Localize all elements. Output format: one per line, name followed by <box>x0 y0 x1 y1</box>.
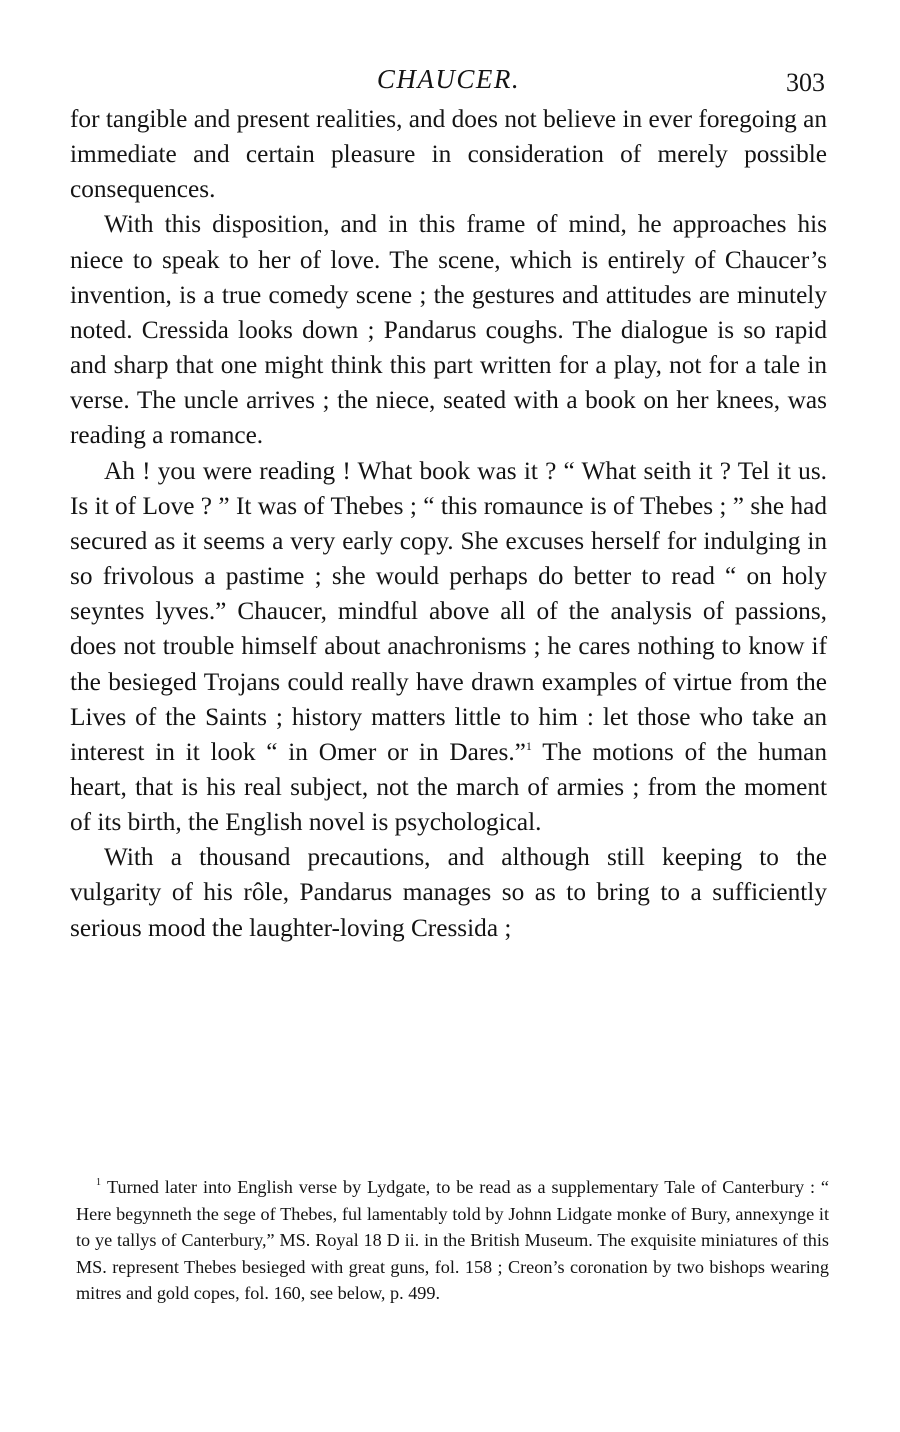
footnote-reference: 1 <box>525 738 532 753</box>
paragraph-continued: for tangible and present realities, and does not believe in ever foregoing an immediate and certain pleasure in consideration of merely possible consequences. <box>70 105 827 204</box>
footnote-text: Turned later into English verse by Lydgate, to be read as a supplementary Tale of Canterbury : “ Here begynneth the sege of Thebes, ful lamentably told by Johnn Lidgate monke of Bury, annexynge it to ye tallys of Canterbury,” MS. Royal 18 D ii. in the British Museum. The exquisite miniatures of this MS. represent Thebes besieged with great guns, fol. 158 ; Creon’s coronation by two bishops wearing mitres and gold copes, fol. 160, see below, p. 499. <box>76 1177 829 1304</box>
paragraph-reading <box>70 454 827 841</box>
footnote <box>76 1174 829 1307</box>
body-text <box>70 102 827 946</box>
paragraph-disposition: With this disposition, and in this frame of mind, he approaches his niece to speak to her of love. The scene, which is entirely of Chaucer’s invention, is a true comedy scene ; the gestures and attitudes are minutely noted. Cressida looks down ; Pandarus coughs. The dialogue is so rapid and sharp that one might think this part written for a play, not for a tale in verse. The uncle arrives ; the niece, seated with a book on her knees, was reading a romance. <box>70 210 827 450</box>
paragraph-precautions: With a thousand precautions, and although still keeping to the vulgarity of his rôle, Pandarus manages so as to bring to a sufficiently serious mood the laughter-loving Cressida ; <box>70 843 827 942</box>
running-head <box>70 58 827 102</box>
footnote-marker: 1 <box>96 1177 101 1188</box>
book-page <box>70 58 827 946</box>
running-title: CHAUCER. <box>376 64 521 94</box>
page-number: 303 <box>786 68 825 97</box>
footnotes <box>76 1174 829 1307</box>
paragraph-reading-text: Ah ! you were reading ! What book was it ? “ What seith it ? Tel it us. Is it of Love ? ” It was of Thebes ; “ this romaunce is of Thebes ; ” she had secured as it seems a very early copy. She excuses herself for indulging in so frivolous a pastime ; she would perhaps do better to read “ on holy seyntes lyves.” Chaucer, mindful above all of the analysis of passions, does not trouble himself about anachronisms ; he cares nothing to know if the besieged Trojans could really have drawn examples of virtue from the Lives of the Saints ; history matters little to him : let those who take an interest in it look “ in Omer or in Dares.” <box>70 456 827 766</box>
paragraph-reading-text-cont: The motions of the human heart, that is his real subject, not the march of armies ; from the moment of its birth, the English novel is psychological. <box>70 737 828 837</box>
